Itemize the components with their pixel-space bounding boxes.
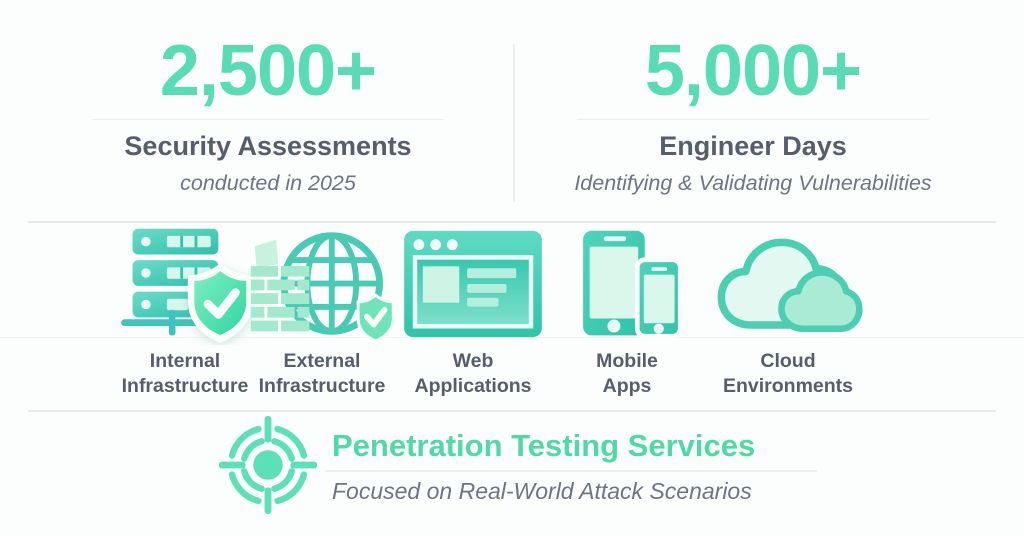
service-item-cloud-environments bbox=[712, 226, 864, 399]
footer-text-block bbox=[332, 429, 892, 505]
globe-firewall-icon bbox=[246, 226, 398, 342]
service-item-external-infrastructure bbox=[246, 226, 398, 399]
stat-engineer-days bbox=[553, 31, 953, 196]
service-label: External Infrastructure bbox=[258, 350, 386, 397]
service-label: Web Applications bbox=[414, 350, 532, 397]
service-item-internal-infrastructure bbox=[109, 226, 261, 399]
footer-title: Penetration Testing Services bbox=[332, 428, 756, 463]
stat-value: 2,500+ bbox=[159, 31, 377, 111]
mobile-devices-icon bbox=[551, 226, 703, 342]
stat-sublabel: Identifying & Validating Vulnerabilities bbox=[574, 171, 932, 196]
stat-label: Security Assessments bbox=[124, 131, 412, 162]
footer-underline bbox=[325, 470, 817, 472]
vertical-divider bbox=[513, 44, 515, 202]
target-icon bbox=[219, 413, 317, 522]
service-label: Internal Infrastructure bbox=[121, 350, 249, 397]
stat-underline bbox=[92, 119, 444, 121]
stat-label: Engineer Days bbox=[659, 131, 847, 162]
section-divider-bottom bbox=[28, 410, 996, 412]
service-label: Cloud Environments bbox=[722, 350, 854, 397]
stat-sublabel: conducted in 2025 bbox=[180, 171, 356, 196]
stat-underline bbox=[577, 119, 929, 121]
service-label: Mobile Apps bbox=[596, 350, 658, 397]
service-item-web-applications bbox=[397, 226, 549, 399]
stat-value: 5,000+ bbox=[644, 31, 862, 111]
cloud-icon bbox=[712, 226, 864, 342]
stat-security-assessments bbox=[68, 31, 468, 196]
server-shield-icon bbox=[109, 226, 261, 342]
browser-window-icon bbox=[397, 226, 549, 342]
service-item-mobile-apps bbox=[551, 226, 703, 399]
footer-subtitle: Focused on Real-World Attack Scenarios bbox=[332, 477, 752, 504]
